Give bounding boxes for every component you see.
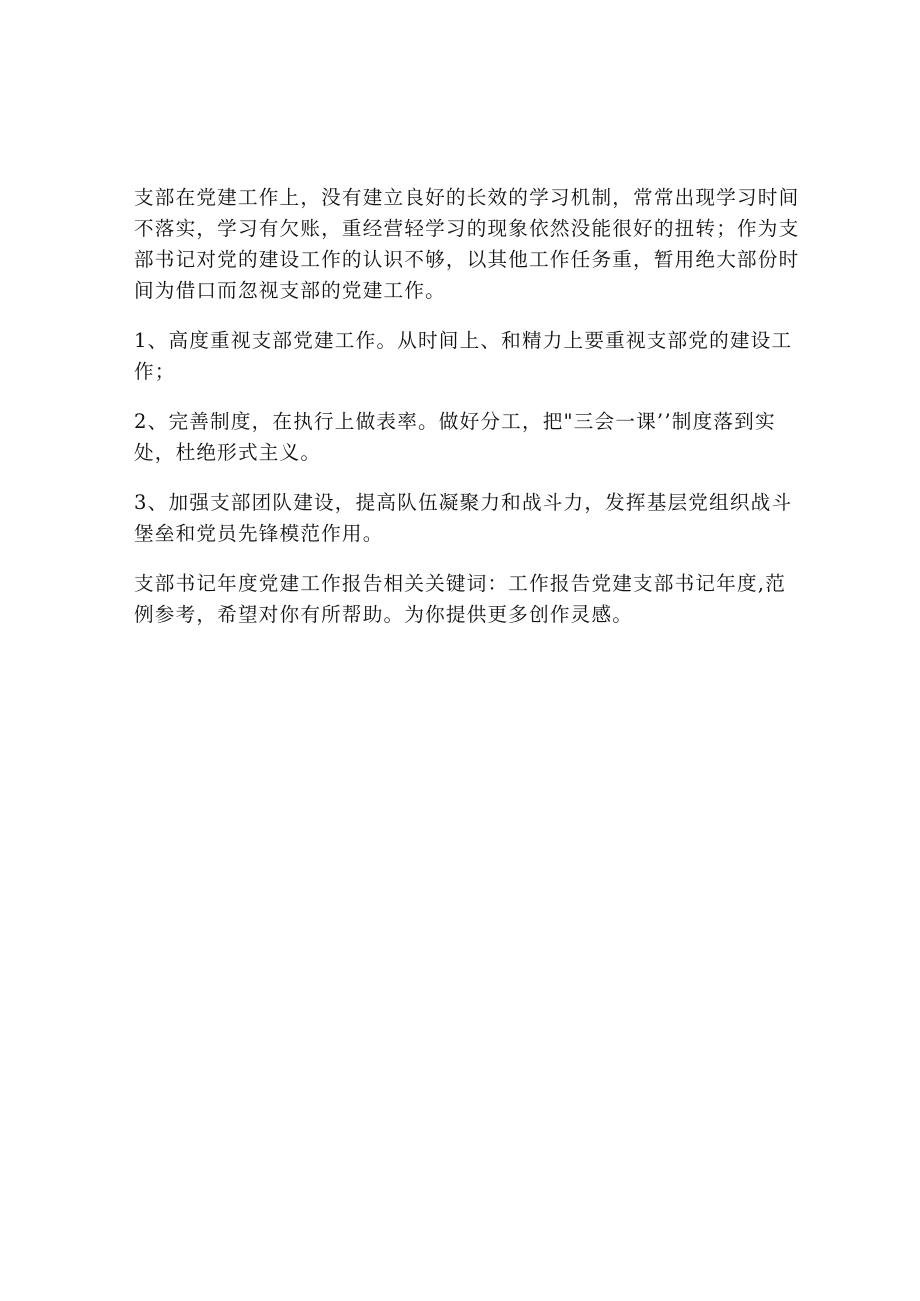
paragraph-measure-3: 3、加强支部团队建设，提高队伍凝聚力和战斗力，发挥基层党组织战斗堡垒和党员先锋模范作用。 bbox=[134, 491, 793, 545]
paragraph-problems: 支部在党建工作上，没有建立良好的长效的学习机制，常常出现学习时间不落实，学习有欠账，重经营轻学习的现象依然没能很好的扭转；作为支部书记对党的建设工作的认识不够，以其他工作任务重，暂用绝大部份时间为借口而忽视支部的党建工作。 bbox=[134, 186, 800, 302]
document-body bbox=[134, 182, 806, 649]
paragraph-measure-1: 1、高度重视支部党建工作。从时间上、和精力上要重视支部党的建设工作； bbox=[134, 329, 793, 383]
paragraph-keywords: 支部书记年度党建工作报告相关关键词：工作报告党建支部书记年度,范例参考，希望对你有所帮助。为你提供更多创作灵感。 bbox=[134, 572, 787, 626]
paragraph-measure-2: 2、完善制度，在执行上做表率。做好分工，把"三会一课’’制度落到实处，杜绝形式主义。 bbox=[134, 410, 776, 464]
